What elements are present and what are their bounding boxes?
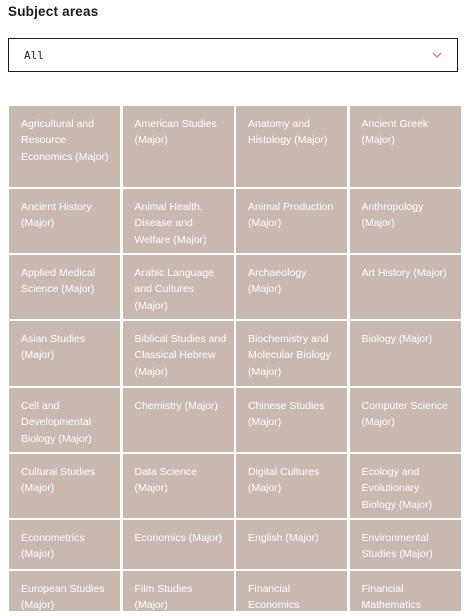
subject-tile[interactable]: Financial Economics	[236, 571, 347, 611]
subject-filter-select[interactable]	[8, 38, 458, 72]
subject-tile[interactable]: European Studies (Major)	[9, 571, 120, 611]
subject-tile[interactable]: Data Science (Major)	[123, 454, 234, 518]
subject-tile[interactable]: Chemistry (Major)	[123, 388, 234, 452]
subject-tile[interactable]: Cell and Developmental Biology (Major)	[9, 388, 120, 452]
subject-tile[interactable]: Biology (Major)	[350, 321, 461, 386]
subject-tile[interactable]: Econometrics (Major)	[9, 520, 120, 569]
subject-tile[interactable]: Animal Health, Disease and Welfare (Major)	[123, 189, 234, 253]
subject-tile[interactable]: Ancient History (Major)	[9, 189, 120, 253]
subject-tile[interactable]: Art History (Major)	[350, 255, 461, 319]
subject-tile[interactable]: Biochemistry and Molecular Biology (Major)	[236, 321, 347, 386]
subject-tile[interactable]: English (Major)	[236, 520, 347, 569]
subject-tile[interactable]: Anatomy and Histology (Major)	[236, 106, 347, 187]
subject-tile[interactable]: Economics (Major)	[123, 520, 234, 569]
subject-grid	[9, 106, 459, 611]
subject-tile[interactable]: Agricultural and Resource Economics (Major)	[9, 106, 120, 187]
subject-tile[interactable]: Chinese Studies (Major)	[236, 388, 347, 452]
subject-tile[interactable]: Ecology and Evolutionary Biology (Major)	[350, 454, 461, 518]
subject-tile[interactable]: Applied Medical Science (Major)	[9, 255, 120, 319]
subject-tile[interactable]: Computer Science (Major)	[350, 388, 461, 452]
subject-tile[interactable]: Biblical Studies and Classical Hebrew (Major)	[123, 321, 234, 386]
subject-tile[interactable]: Film Studies (Major)	[123, 571, 234, 611]
subject-tile[interactable]: Arabic Language and Cultures (Major)	[123, 255, 234, 319]
subject-tile[interactable]: Ancient Greek (Major)	[350, 106, 461, 187]
subject-tile[interactable]: Cultural Studies (Major)	[9, 454, 120, 518]
subject-tile[interactable]: Environmental Studies (Major)	[350, 520, 461, 569]
subject-tile[interactable]: Asian Studies (Major)	[9, 321, 120, 386]
subject-filter-value: All	[24, 49, 44, 62]
subject-tile[interactable]: Animal Production (Major)	[236, 189, 347, 253]
subject-areas-heading: Subject areas	[8, 4, 99, 19]
subject-tile[interactable]: Anthropology (Major)	[350, 189, 461, 253]
subject-tile[interactable]: Archaeology (Major)	[236, 255, 347, 319]
subject-tile[interactable]: Digital Cultures (Major)	[236, 454, 347, 518]
chevron-down-icon	[431, 50, 443, 60]
subject-tile[interactable]: Financial Mathematics	[350, 571, 461, 611]
subject-tile[interactable]: American Studies (Major)	[123, 106, 234, 187]
